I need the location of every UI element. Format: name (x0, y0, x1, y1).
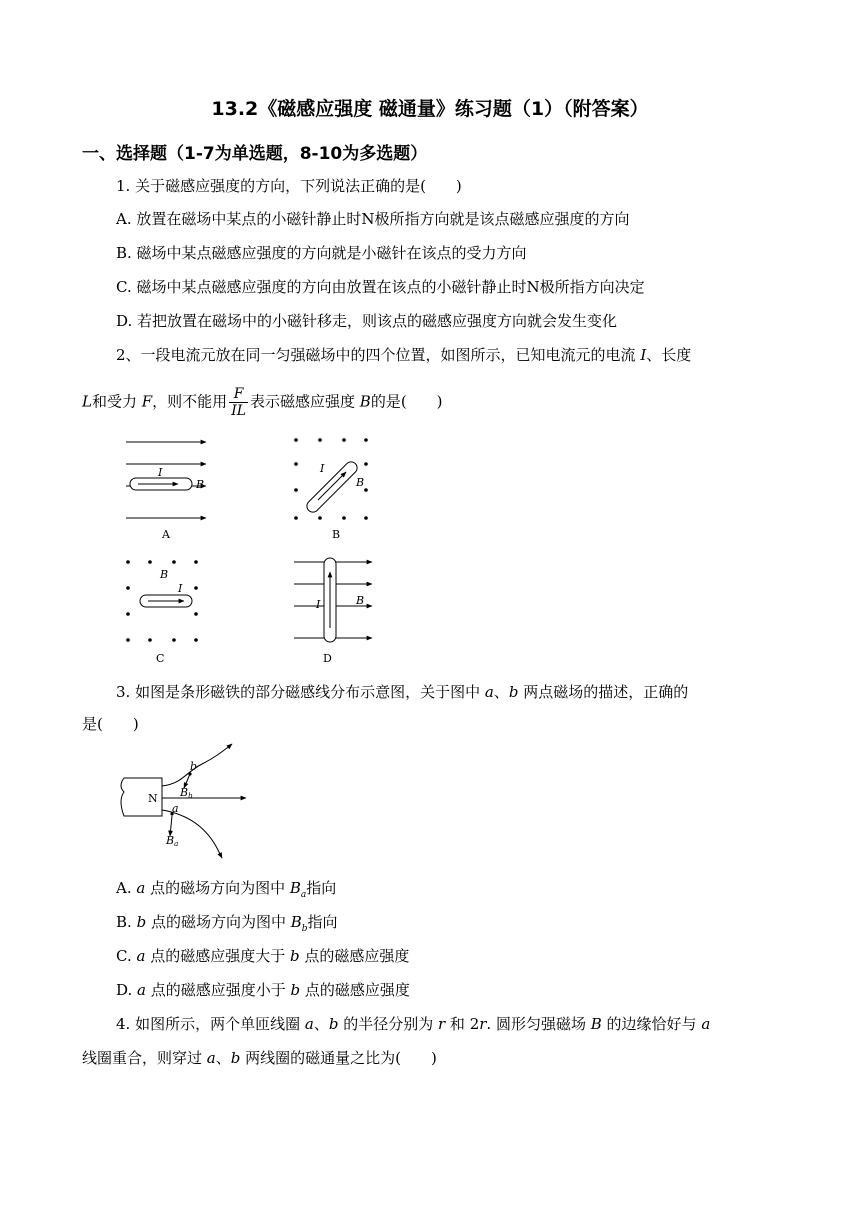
svg-text:B: B (356, 476, 365, 489)
question-3-figure (114, 740, 254, 864)
question-1-option-c: C. 磁场中某点磁感应强度的方向由放置在该点的小磁针静止时N极所指方向决定 (116, 278, 645, 296)
page-title: 13.2《磁感应强度 磁通量》练习题（1）（附答案） (211, 98, 649, 120)
question-3-option-d: D. a 点的磁感应强度小于 b 点的磁感应强度 (116, 981, 410, 999)
svg-text:C: C (156, 652, 165, 665)
svg-text:I: I (316, 598, 321, 611)
svg-text:D: D (323, 652, 332, 665)
question-2-figure (120, 432, 390, 672)
question-1-option-b: B. 磁场中某点磁感应强度的方向就是小磁针在该点的受力方向 (116, 244, 527, 262)
fraction-f-over-il: $\frac{F}{IL}$ (231, 386, 247, 419)
question-4-stem-line1: 4. 如图所示，两个单匝线圈 a、b 的半径分别为 r 和 2r. 圆形匀强磁场 B 的边缘恰好与 a (116, 1015, 711, 1033)
question-3-option-b: B. b 点的磁场方向为图中 $B_b$指向 (116, 913, 338, 934)
question-4-stem-line2: 线圈重合，则穿过 a、b 两线圈的磁通量之比为( ) (82, 1049, 437, 1067)
svg-text:B: B (196, 478, 205, 491)
question-3-stem-line1: 3. 如图是条形磁铁的部分磁感线分布示意图，关于图中 a、b 两点磁场的描述，正确的 (116, 683, 689, 701)
figure-d-horizontal-field (294, 558, 372, 665)
figure-c-dot-field (126, 560, 198, 665)
figure-b-dot-field (294, 438, 368, 541)
svg-text:A: A (162, 528, 170, 541)
svg-text:Ba: Ba (166, 834, 179, 848)
question-2-stem-line2: L和受力 F，则不能用 $\frac{F}{IL}$ 表示磁感应强度 B的是( ) (82, 386, 443, 419)
question-3-option-c: C. a 点的磁感应强度大于 b 点的磁感应强度 (116, 947, 410, 965)
svg-text:B: B (356, 594, 365, 607)
figure-a-horizontal-field (126, 442, 206, 541)
svg-text:B: B (332, 528, 341, 541)
svg-text:a: a (172, 802, 179, 815)
question-2-stem-line1: 2、一段电流元放在同一匀强磁场中的四个位置，如图所示，已知电流元的电流 I、长度 (116, 346, 692, 364)
svg-text:B: B (160, 568, 169, 581)
question-1-option-d: D. 若把放置在磁场中的小磁针移走，则该点的磁感应强度方向就会发生变化 (116, 312, 618, 330)
svg-text:Bb: Bb (180, 786, 193, 800)
svg-text:N: N (148, 792, 158, 805)
question-1-option-a: A. 放置在磁场中某点的小磁针静止时N极所指方向就是该点磁感应强度的方向 (116, 210, 630, 228)
svg-text:b: b (190, 760, 198, 773)
section-heading: 一、选择题（1-7为单选题，8-10为多选题） (82, 144, 428, 164)
svg-text:I: I (178, 582, 183, 595)
question-1-stem: 1. 关于磁感应强度的方向，下列说法正确的是( ) (116, 177, 462, 195)
svg-text:I: I (158, 466, 163, 479)
question-3-option-a: A. a 点的磁场方向为图中 $B_a$指向 (116, 879, 337, 900)
bar-magnet (121, 778, 162, 816)
question-3-stem-line2: 是( ) (82, 715, 139, 733)
svg-text:I: I (320, 462, 325, 475)
